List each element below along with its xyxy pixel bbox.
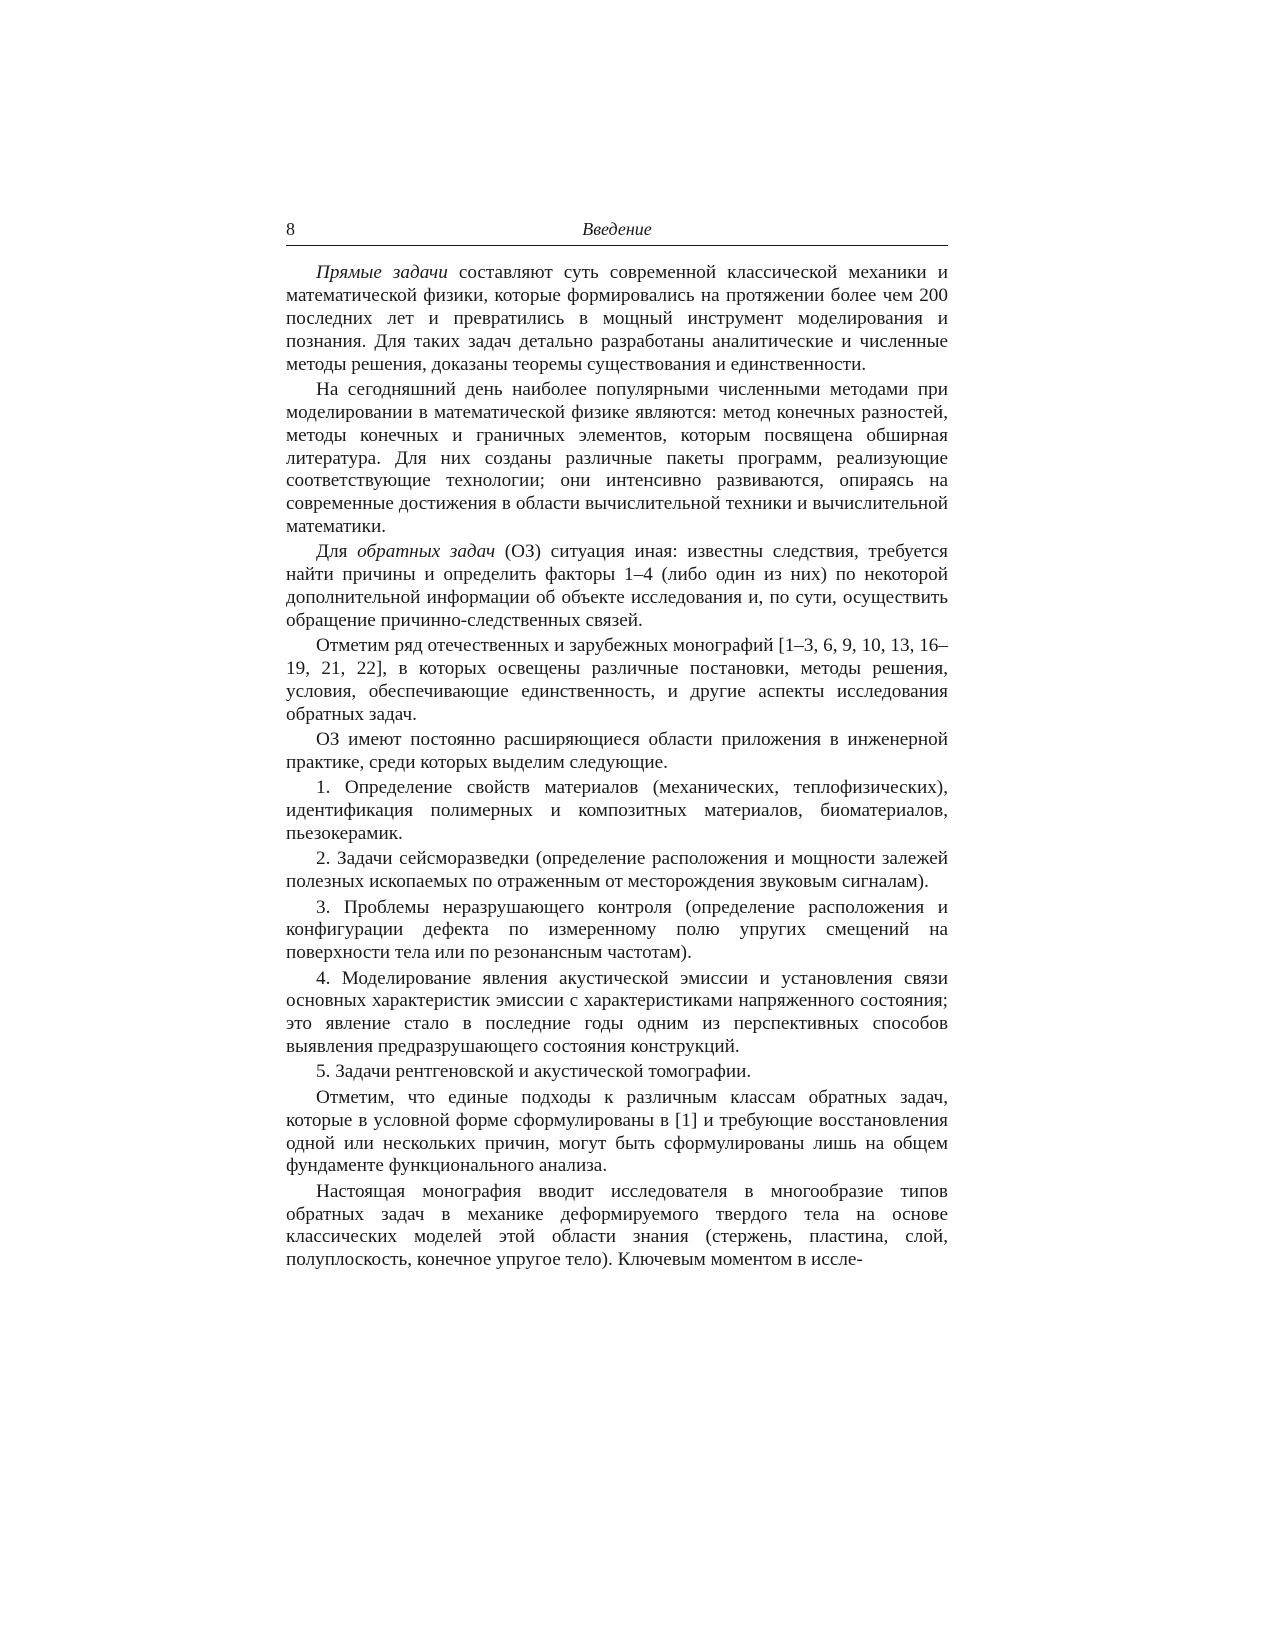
list-item-1: 1. Определение свойств материалов (механических, теплофизических), идентификация полимерных и композитных материалов, биоматериалов, пьезокерамик. bbox=[286, 777, 948, 845]
page-header bbox=[286, 217, 948, 246]
list-item-2: 2. Задачи сейсморазведки (определение расположения и мощности залежей полезных ископаемых по отраженным от месторождения звуковым сигналам). bbox=[286, 848, 948, 893]
paragraph-monograph-scope: Настоящая монография вводит исследователя в многообразие типов обратных задач в механике деформируемого твердого тела на основе классических моделей этой области знания (стержень, пластина, слой, полуплоскость, конечное упругое тело). Ключевым моментом в иссле- bbox=[286, 1180, 948, 1271]
paragraph-numerical-methods: На сегодняшний день наиболее популярными численными методами при моделировании в математической физике являются: метод конечных разностей, методы конечных и граничных элементов, которым посвящена обширная литература. Для них созданы различные пакеты программ, реализующие соответствующие технологии; они интенсивно развиваются, опираясь на современные достижения в области вычислительной техники и вычислительной математики. bbox=[286, 378, 948, 538]
body-text bbox=[286, 262, 948, 1275]
list-item-5: 5. Задачи рентгеновской и акустической томографии. bbox=[316, 1061, 752, 1083]
running-head: Введение bbox=[582, 219, 652, 239]
paragraph-unified-approaches: Отметим, что единые подходы к различным классам обратных задач, которые в условной форме сформулированы в [1] и требующие восстановления одной или нескольких причин, могут быть сформулированы лишь на общем фундаменте функционального анализа. bbox=[286, 1086, 948, 1177]
term-inverse-problems: обратных задач bbox=[357, 541, 496, 563]
paragraph-applications-intro: ОЗ имеют постоянно расширяющиеся области приложения в инженерной практике, среди которых выделим следующие. bbox=[286, 729, 948, 774]
paragraph-direct-problems: Прямые задачи составляют суть современной классической механики и математической физики, которые формировались на протяжении более чем 200 последних лет и превратились в мощный инструмент моделирования и познания. Для таких задач детально разработаны аналитические и численные методы решения, доказаны теоремы существования и единственности. bbox=[286, 262, 948, 375]
list-item-3: 3. Проблемы неразрушающего контроля (определение расположения и конфигурации дефекта по измеренному полю упругих смещений на поверхности тела или по резонансным частотам). bbox=[286, 896, 948, 964]
term-direct-problems: Прямые задачи bbox=[316, 262, 448, 283]
paragraph-monographs: Отметим ряд отечественных и зарубежных монографий [1–3, 6, 9, 10, 13, 16–19, 21, 22], в которых освещены различные постановки, методы решения, условия, обеспечивающие единственность, и другие аспекты исследования обратных задач. bbox=[286, 635, 948, 726]
page-number: 8 bbox=[286, 219, 295, 239]
list-item-4: 4. Моделирование явления акустической эмиссии и установления связи основных характеристик эмиссии с характеристиками напряженного состояния; это явление стало в последние годы одним из перспективных способов выявления предразрушающего состояния конструкций. bbox=[286, 967, 948, 1058]
paragraph-inverse-problems: Для обратных задач (ОЗ) ситуация иная: известны следствия, требуется найти причины и определить факторы 1–4 (либо один из них) по некоторой дополнительной информации об объекте исследования и, по сути, осуществить обращение причинно-следственных связей. bbox=[286, 541, 948, 632]
